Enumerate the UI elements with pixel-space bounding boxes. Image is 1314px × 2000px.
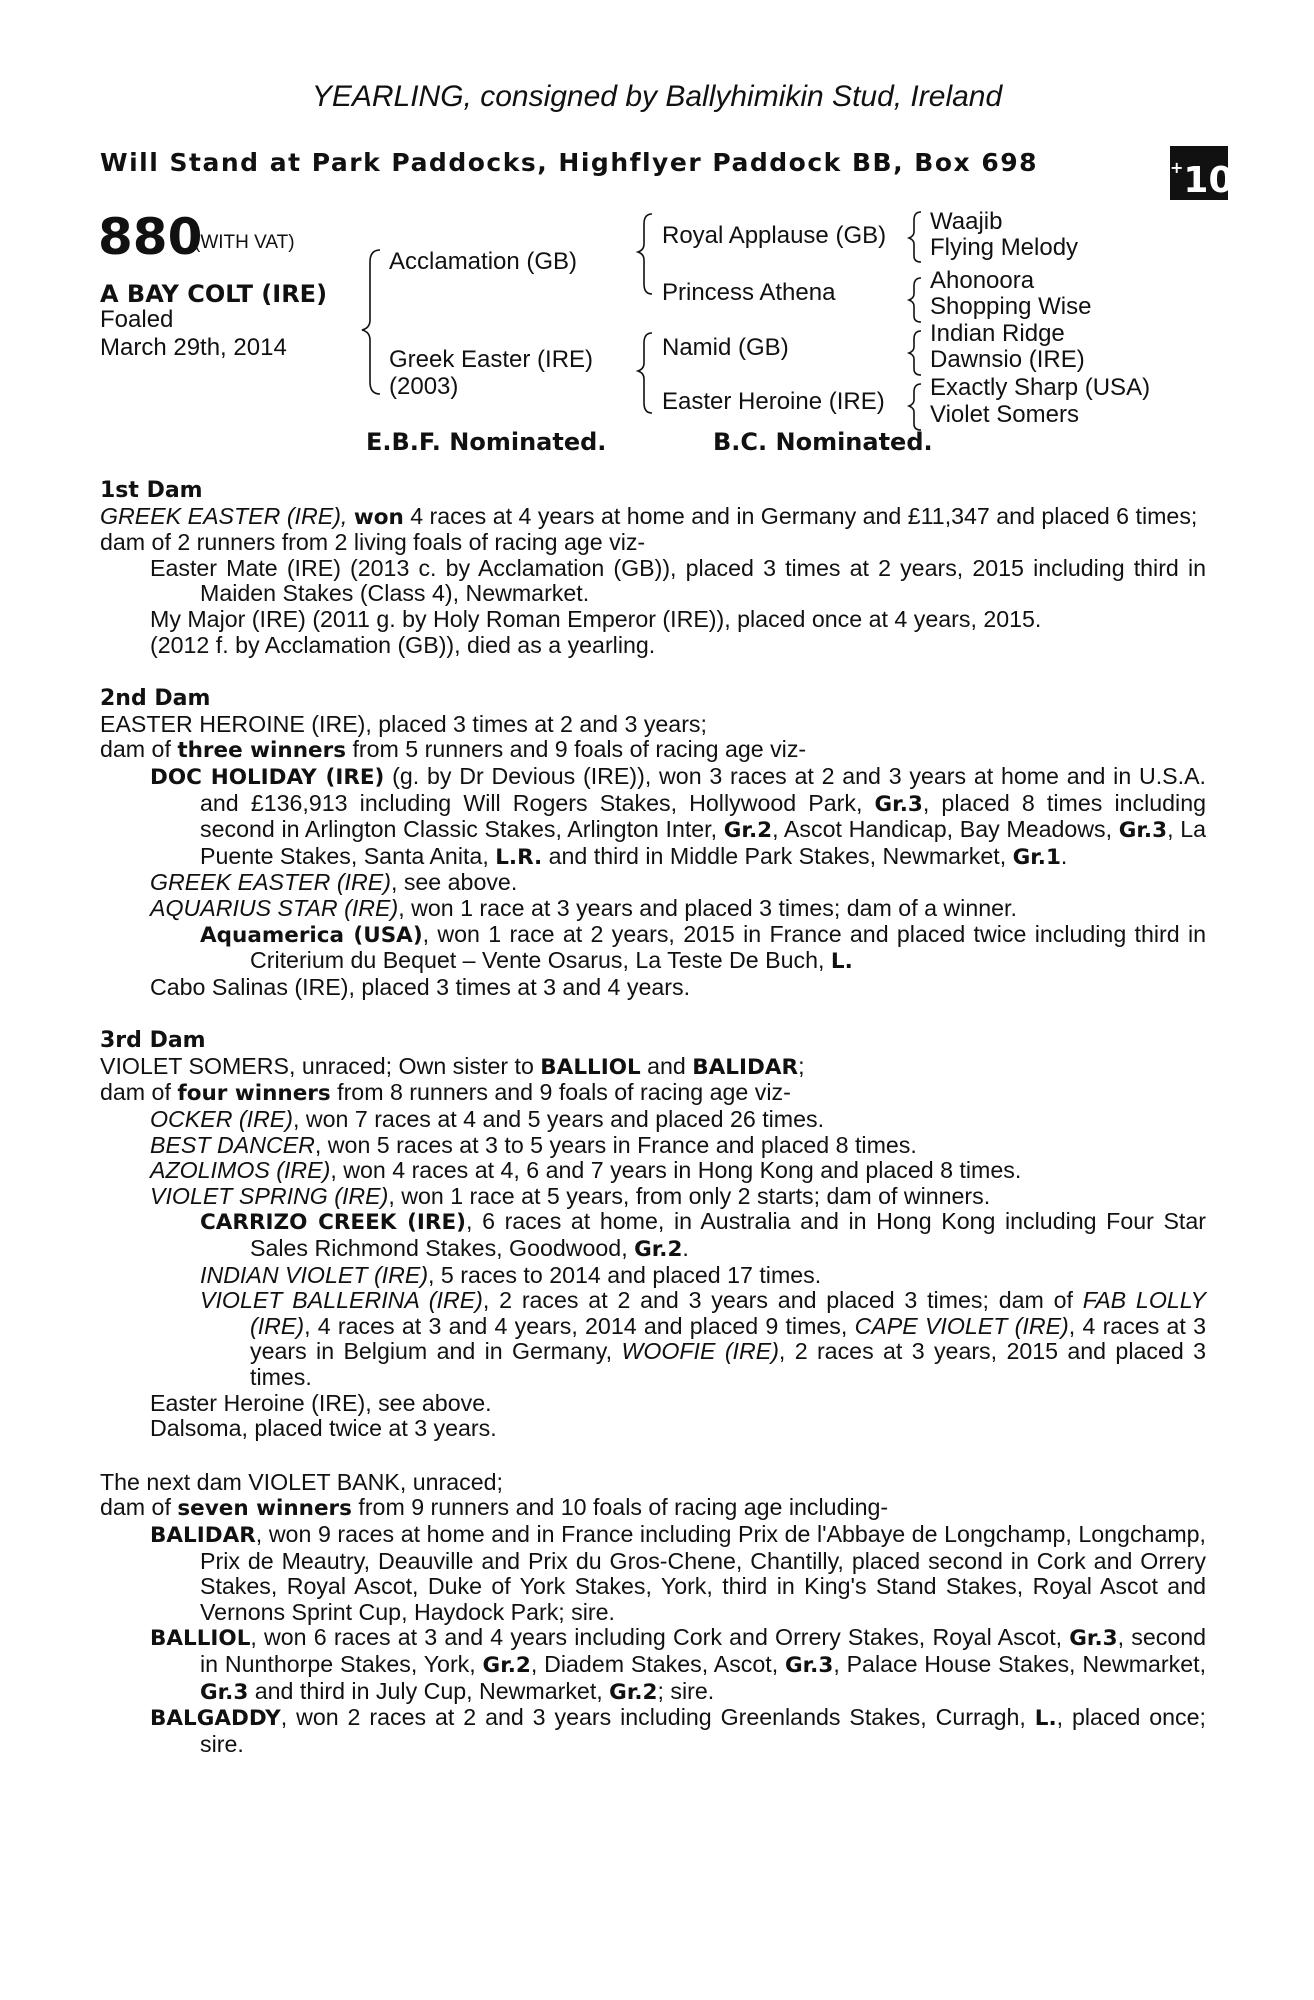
brace-gen3-4 xyxy=(909,384,921,430)
consignor-header: YEARLING, consigned by Ballyhimikin Stud, Ireland xyxy=(311,80,1003,113)
t: AQUARIUS STAR (IRE) xyxy=(150,894,399,921)
t: CAPE VIOLET (IRE) xyxy=(854,1312,1069,1339)
produce-greek-easter xyxy=(150,870,1206,896)
t: dam of xyxy=(100,736,178,763)
brace-gen1 xyxy=(362,250,380,394)
foaled-label: Foaled xyxy=(100,306,174,333)
t: , won 9 races at home and in France including Prix de l'Abbaye de Longchamp, Longchamp, Prix de Meautry, Deauville and Prix du Gros-Chene, Chantilly, placed second in Cork and Orrery Stakes, Royal Ascot, Duke of York Stakes, York, third in King's Stand Stakes, Royal Ascot and Vernons Sprint Cup, Haydock Park; sire. xyxy=(200,1520,1206,1625)
t: , placed once; sire. xyxy=(200,1704,1206,1757)
ssd: Flying Melody xyxy=(930,234,1079,261)
brace-gen3-2 xyxy=(909,278,921,322)
t: VIOLET SOMERS, unraced; Own sister to xyxy=(100,1052,541,1079)
grade: Gr.3 xyxy=(200,1679,249,1705)
produce-easter-mate: Easter Mate (IRE) (2013 c. by Acclamation (GB)), placed 3 times at 2 years, 2015 including third in Maiden Stakes (Class 4), Newmarket. xyxy=(150,554,1206,607)
third-dam-record xyxy=(100,1054,1206,1081)
t: , won 4 races at 4, 6 and 7 years in Hong Kong and placed 8 times. xyxy=(330,1157,1022,1184)
dam-sire: Namid (GB) xyxy=(662,334,789,361)
t: Aquamerica (USA) xyxy=(200,922,423,948)
sire: Acclamation (GB) xyxy=(389,248,578,275)
t: BALIDAR xyxy=(150,1522,256,1548)
t: AZOLIMOS (IRE) xyxy=(150,1157,331,1184)
grade: L. xyxy=(1034,1706,1057,1732)
t: OCKER (IRE) xyxy=(150,1106,293,1133)
first-dam-heading: 1st Dam xyxy=(100,478,203,503)
t: , La Puente Stakes, Santa Anita, xyxy=(200,816,1206,869)
brace-gen3-3 xyxy=(909,331,921,375)
t: from 5 runners and 9 foals of racing age viz- xyxy=(346,736,807,763)
third-dam-damof xyxy=(100,1080,1206,1107)
t: , 2 races at 2 and 3 years and placed 3 times; dam of xyxy=(482,1287,1083,1314)
t: VIOLET SPRING (IRE) xyxy=(150,1182,389,1209)
sire-sire: Royal Applause (GB) xyxy=(662,222,887,249)
dds: Exactly Sharp (USA) xyxy=(930,374,1151,401)
t: , won 6 races at 3 and 4 years including Cork and Orrery Stakes, Royal Ascot, xyxy=(250,1624,1070,1651)
t: , won 1 race at 2 years, 2015 in France and placed twice including third in Criterium du Bequet – Vente Osarus, La Teste De Buch, xyxy=(250,920,1206,974)
t: seven winners xyxy=(177,1496,352,1522)
next-dam-section xyxy=(100,1470,1206,1758)
second-dam-damof xyxy=(100,737,1206,764)
t: and third in Middle Park Stakes, Newmarket, xyxy=(542,842,1013,869)
produce-carrizo-creek xyxy=(200,1209,1206,1262)
won-label: won xyxy=(353,504,404,530)
sdd: Shopping Wise xyxy=(930,293,1092,320)
produce-indian-violet xyxy=(200,1263,1206,1289)
stabling-location: Will Stand at Park Paddocks, Highflyer Paddock BB, Box 698 xyxy=(100,148,1039,177)
t: , Palace House Stakes, Newmarket, xyxy=(833,1650,1207,1677)
t: (g. by Dr Devious (IRE)), won 3 races at 2 and 3 years at home and in U.S.A. and £136,913 including Will Rogers Stakes, Hollywood Park, xyxy=(200,762,1206,816)
produce-2012-filly: (2012 f. by Acclamation (GB)), died as a yearling. xyxy=(150,631,656,658)
produce-ocker xyxy=(150,1107,1206,1133)
t: BALLIOL xyxy=(150,1626,251,1652)
t: , won 1 race at 3 years and placed 3 times; dam of a winner. xyxy=(398,894,1017,921)
t: ; sire. xyxy=(657,1677,715,1704)
t: , won 1 race at 5 years, from only 2 starts; dam of winners. xyxy=(388,1182,991,1209)
t: dam of xyxy=(100,1079,178,1106)
brace-gen2-bottom xyxy=(638,333,652,413)
t: , placed 8 times including second in Arlington Classic Stakes, Arlington Inter, xyxy=(200,789,1206,843)
second-dam-section xyxy=(100,686,1206,1000)
dss: Indian Ridge xyxy=(930,320,1065,347)
horse-name: A BAY COLT (IRE) xyxy=(100,280,328,308)
winners-count: three winners xyxy=(177,738,347,764)
t: dam of xyxy=(100,1494,178,1521)
t: , won 2 races at 2 and 3 years including Greenlands Stakes, Curragh, xyxy=(280,1704,1035,1731)
lot-number: 880 xyxy=(98,208,203,266)
third-dam-heading: 3rd Dam xyxy=(100,1028,206,1054)
t: . xyxy=(682,1235,689,1262)
t: , 6 races at home, in Australia and in Hong Kong including Four Star Sales Richmond Stakes, Goodwood, xyxy=(250,1208,1206,1262)
grade: Gr.3 xyxy=(874,791,923,817)
produce-doc-holiday xyxy=(150,764,1206,870)
grade: Gr.2 xyxy=(609,1679,658,1705)
t: , 4 races at 3 and 4 years, 2014 and placed 9 times, xyxy=(304,1312,855,1339)
produce-balgaddy xyxy=(150,1705,1206,1757)
foaled-date: March 29th, 2014 xyxy=(100,334,287,361)
first-dam-damof: dam of 2 runners from 2 living foals of racing age viz- xyxy=(100,529,646,556)
grade: Gr.1 xyxy=(1012,844,1061,870)
t: from 8 runners and 9 foals of racing age viz- xyxy=(330,1079,791,1106)
t: FAB LOLLY (IRE) xyxy=(250,1287,1206,1339)
second-dam-heading: 2nd Dam xyxy=(100,686,211,712)
grade: Gr.2 xyxy=(634,1237,683,1263)
t: ; xyxy=(798,1052,805,1079)
first-dam-section xyxy=(100,478,1206,658)
t: , see above. xyxy=(390,869,518,896)
grade: L. xyxy=(830,949,853,975)
t: , won 5 races at 3 to 5 years in France and placed 8 times. xyxy=(314,1131,917,1158)
t: CARRIZO CREEK (IRE) xyxy=(200,1210,466,1236)
produce-balliol xyxy=(150,1625,1206,1705)
sds: Ahonoora xyxy=(930,267,1035,294)
brace-gen3-1 xyxy=(909,212,921,262)
ebf-nominated: E.B.F. Nominated. xyxy=(366,428,607,456)
t: BALGADDY xyxy=(150,1706,281,1732)
t: . xyxy=(1060,842,1068,869)
dam-dam: Easter Heroine (IRE) xyxy=(662,388,885,415)
first-dam-text: 4 races at 4 years at home and in Germany and £11,347 and placed 6 times; xyxy=(403,502,1198,529)
grade: Gr.3 xyxy=(785,1652,834,1678)
dam-year: (2003) xyxy=(389,373,459,400)
t: , Ascot Handicap, Bay Meadows, xyxy=(772,816,1119,843)
first-dam-name: GREEK EASTER (IRE), xyxy=(100,502,348,529)
sss: Waajib xyxy=(930,208,1003,235)
t: from 9 runners and 10 foals of racing age including- xyxy=(351,1494,889,1521)
grade: Gr.2 xyxy=(723,818,773,844)
t: and third in July Cup, Newmarket, xyxy=(248,1677,610,1704)
t: GREEK EASTER (IRE) xyxy=(150,869,391,896)
t: and xyxy=(640,1052,693,1079)
t: , Diadem Stakes, Ascot, xyxy=(530,1650,785,1677)
produce-best-dancer xyxy=(150,1133,1206,1159)
second-dam-record: EASTER HEROINE (IRE), placed 3 times at 2 and 3 years; xyxy=(100,710,707,737)
t: BALLIOL xyxy=(540,1054,641,1080)
t: VIOLET BALLERINA (IRE) xyxy=(200,1287,483,1314)
produce-balidar xyxy=(150,1522,1206,1625)
produce-easter-heroine: Easter Heroine (IRE), see above. xyxy=(150,1389,492,1416)
t: WOOFIE (IRE) xyxy=(621,1338,779,1365)
t: , 2 races at 3 years, 2015 and placed 3 times. xyxy=(250,1338,1206,1390)
produce-record xyxy=(100,478,1206,1757)
t: , 4 races at 3 years in Belgium and in Germany, xyxy=(250,1312,1206,1365)
badge-number: 10 xyxy=(1183,160,1234,201)
produce-cabo-salinas: Cabo Salinas (IRE), placed 3 times at 3 and 4 years. xyxy=(150,973,691,1000)
t: , second in Nunthorpe Stakes, York, xyxy=(200,1624,1207,1677)
ddd: Violet Somers xyxy=(930,401,1079,428)
grade: Gr.2 xyxy=(482,1652,531,1678)
t: INDIAN VIOLET (IRE) xyxy=(200,1261,429,1288)
produce-violet-spring xyxy=(150,1184,1206,1210)
bc-nominated: B.C. Nominated. xyxy=(713,428,933,456)
t: , 5 races to 2014 and placed 17 times. xyxy=(428,1261,822,1288)
grade: Gr.3 xyxy=(1118,818,1168,844)
next-dam-record: The next dam VIOLET BANK, unraced; xyxy=(100,1468,503,1495)
dam: Greek Easter (IRE) xyxy=(389,346,594,373)
vat-note: (WITH VAT) xyxy=(194,232,295,253)
produce-my-major: My Major (IRE) (2011 g. by Holy Roman Emperor (IRE)), placed once at 4 years, 2015. xyxy=(150,605,1042,632)
first-dam-record xyxy=(100,504,1206,531)
next-dam-damof xyxy=(100,1495,1206,1522)
t: BALIDAR xyxy=(692,1054,799,1080)
produce-aquarius-star xyxy=(150,896,1206,922)
third-dam-section xyxy=(100,1028,1206,1442)
brace-gen2-top xyxy=(638,214,652,294)
t: four winners xyxy=(177,1081,331,1107)
produce-aquamerica xyxy=(200,922,1206,975)
grade: L.R. xyxy=(495,844,543,870)
badge-plus: + xyxy=(1170,158,1184,177)
sire-dam: Princess Athena xyxy=(662,279,836,306)
produce-dalsoma: Dalsoma, placed twice at 3 years. xyxy=(150,1415,497,1442)
produce-azolimos xyxy=(150,1158,1206,1184)
doc-holiday-name: DOC HOLIDAY (IRE) xyxy=(150,764,385,790)
t: BEST DANCER xyxy=(150,1131,315,1158)
t: , won 7 races at 4 and 5 years and placed 26 times. xyxy=(293,1106,825,1133)
produce-violet-ballerina xyxy=(200,1288,1206,1390)
grade: Gr.3 xyxy=(1069,1626,1118,1652)
dsd: Dawnsio (IRE) xyxy=(930,346,1085,373)
